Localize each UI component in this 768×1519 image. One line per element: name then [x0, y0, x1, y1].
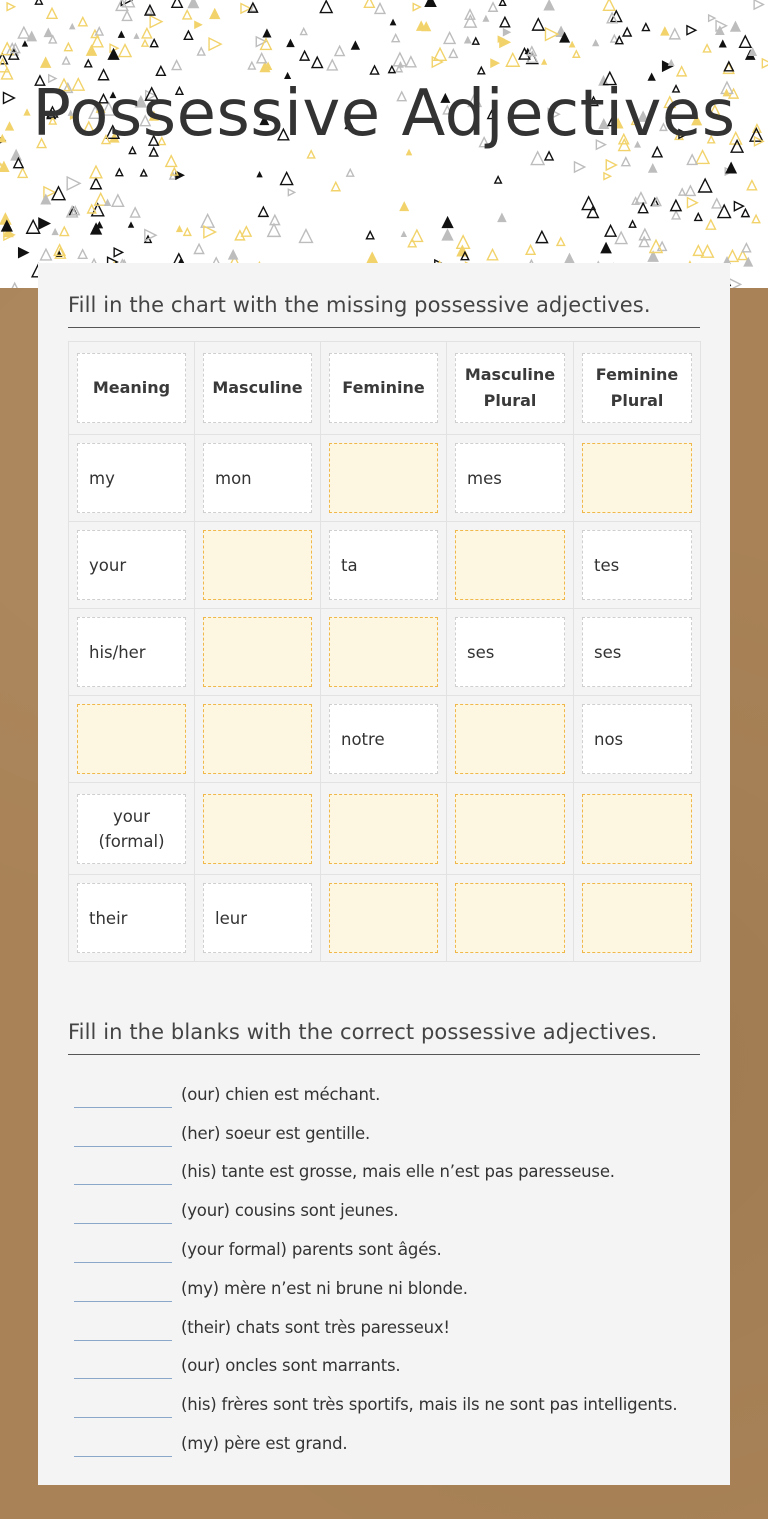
triangle-shape: [729, 279, 740, 288]
triangle-shape: [151, 39, 158, 46]
triangle-shape: [370, 66, 378, 74]
triangle-shape: [112, 195, 123, 206]
triangle-shape: [441, 216, 453, 228]
chart-row: [69, 522, 701, 609]
chart-cell: [574, 696, 701, 783]
chart-row: [69, 696, 701, 783]
triangle-shape: [693, 246, 703, 256]
triangle-shape: [85, 60, 92, 67]
triangle-shape: [526, 245, 535, 254]
triangle-shape: [35, 0, 42, 4]
triangle-shape: [119, 45, 131, 57]
blank-item: [74, 1379, 714, 1418]
triangle-shape: [687, 155, 697, 165]
triangle-shape: [308, 151, 315, 158]
triangle-shape: [262, 28, 271, 37]
triangle-shape: [351, 40, 360, 49]
given-answer: ses: [582, 617, 692, 687]
triangle-shape: [687, 198, 697, 208]
chart-cell: [69, 435, 195, 522]
triangle-shape: [312, 57, 322, 67]
triangle-shape: [696, 151, 709, 164]
meaning-cell: their: [77, 883, 186, 953]
triangle-shape: [752, 215, 759, 222]
sentence-text: (my) mère n’est ni brune ni blonde.: [181, 1278, 468, 1298]
triangle-shape: [259, 207, 268, 216]
triangle-shape: [719, 39, 727, 47]
triangle-shape: [300, 51, 309, 60]
triangle-shape: [44, 28, 54, 38]
blanks-list: [74, 1069, 714, 1457]
triangle-shape: [194, 244, 203, 253]
triangle-shape: [270, 215, 279, 224]
triangle-shape: [622, 158, 630, 166]
triangle-shape: [183, 10, 191, 18]
blanks-instructions: Fill in the blanks with the correct possessive adjectives.: [68, 1020, 700, 1055]
blank-item: [74, 1418, 714, 1457]
chart-row: [69, 783, 701, 875]
triangle-shape: [754, 0, 763, 9]
triangle-shape: [63, 57, 70, 64]
triangle-shape: [78, 250, 87, 259]
triangle-shape: [122, 11, 131, 20]
triangle-shape: [401, 231, 407, 237]
triangle-shape: [198, 48, 205, 55]
triangle-shape: [672, 211, 680, 219]
triangle-shape: [499, 36, 511, 48]
triangle-shape: [300, 230, 313, 243]
chart-cell: [195, 609, 321, 696]
triangle-shape: [172, 0, 182, 7]
answer-box[interactable]: [455, 704, 565, 774]
triangle-shape: [424, 0, 437, 7]
triangle-shape: [604, 173, 611, 180]
blank-item: [74, 1108, 714, 1147]
triangle-shape: [171, 168, 178, 175]
triangle-shape: [184, 228, 191, 235]
triangle-shape: [603, 0, 614, 10]
triangle-shape: [12, 283, 18, 288]
chart-cell: [69, 696, 195, 783]
triangle-shape: [557, 238, 565, 246]
answer-blank[interactable]: [74, 1084, 172, 1108]
answer-box[interactable]: [329, 443, 438, 513]
triangle-shape: [141, 170, 147, 176]
answer-blank[interactable]: [74, 1239, 172, 1263]
triangle-shape: [441, 228, 453, 240]
triangle-shape: [495, 177, 502, 184]
triangle-shape: [500, 17, 509, 26]
chart-cell: [574, 609, 701, 696]
triangle-shape: [166, 156, 177, 167]
answer-blank[interactable]: [74, 1161, 172, 1185]
triangle-shape: [301, 28, 307, 34]
sentence-text: (your formal) parents sont âgés.: [181, 1239, 442, 1259]
triangle-shape: [670, 29, 680, 39]
column-header: Masculine: [203, 353, 312, 423]
triangle-shape: [629, 221, 635, 227]
chart-cell: [447, 609, 574, 696]
meaning-cell: your: [77, 530, 186, 600]
worksheet: [38, 263, 730, 1485]
triangle-shape: [500, 0, 506, 5]
answer-blank[interactable]: [74, 1317, 172, 1341]
triangle-shape: [156, 66, 165, 75]
triangle-shape: [623, 28, 631, 36]
given-answer: ta: [329, 530, 438, 600]
triangle-shape: [543, 0, 555, 11]
blank-item: [74, 1263, 714, 1302]
given-answer: nos: [582, 704, 692, 774]
triangle-shape: [742, 244, 750, 252]
triangle-shape: [541, 58, 547, 64]
triangle-shape: [677, 67, 686, 76]
triangle-shape: [347, 169, 354, 176]
triangle-shape: [712, 199, 721, 208]
triangle-shape: [114, 248, 122, 256]
triangle-shape: [118, 30, 125, 37]
triangle-shape: [41, 249, 52, 260]
answer-box[interactable]: [203, 530, 312, 600]
chart-cell: [69, 522, 195, 609]
triangle-shape: [18, 168, 27, 177]
triangle-shape: [281, 172, 293, 184]
chart-header-row: [69, 342, 701, 435]
given-answer: leur: [203, 883, 312, 953]
answer-box[interactable]: [582, 883, 692, 953]
triangle-shape: [706, 220, 715, 229]
given-answer: mes: [455, 443, 565, 513]
triangle-shape: [320, 1, 332, 13]
chart-cell: [195, 696, 321, 783]
answer-box[interactable]: [455, 530, 565, 600]
meaning-cell: my: [77, 443, 186, 513]
triangle-shape: [742, 209, 749, 216]
chart-cell: [321, 875, 447, 962]
sentence-text: (our) oncles sont marrants.: [181, 1356, 401, 1376]
chart-cell: [195, 783, 321, 875]
triangle-shape: [489, 3, 497, 11]
triangle-shape: [573, 51, 579, 57]
triangle-shape: [286, 39, 295, 48]
triangle-shape: [679, 189, 685, 195]
sentence-text: (his) tante est grosse, mais elle n’est pas paresseuse.: [181, 1162, 615, 1182]
triangle-shape: [248, 62, 255, 69]
triangle-shape: [449, 49, 457, 57]
triangle-shape: [389, 66, 395, 72]
triangle-shape: [730, 21, 741, 32]
triangle-shape: [335, 46, 344, 55]
triangle-shape: [18, 247, 30, 259]
triangle-shape: [375, 3, 385, 13]
chart-cell: [195, 875, 321, 962]
triangle-shape: [718, 205, 731, 218]
chart-cell: [574, 522, 701, 609]
chart-row: [69, 875, 701, 962]
meaning-cell: his/her: [77, 617, 186, 687]
triangle-shape: [184, 31, 192, 39]
triangle-shape: [487, 249, 497, 259]
header-banner: [0, 0, 768, 288]
column-header: Feminine Plural: [582, 353, 692, 423]
triangle-shape: [616, 37, 623, 44]
page-title: Possessive Adjectives: [32, 77, 736, 151]
column-header: Feminine: [329, 353, 438, 423]
triangle-shape: [187, 0, 199, 8]
triangle-shape: [91, 178, 102, 189]
given-answer: notre: [329, 704, 438, 774]
answer-box[interactable]: [203, 704, 312, 774]
triangle-shape: [142, 40, 148, 46]
chart-header-cell: [195, 342, 321, 435]
triangle-shape: [605, 225, 616, 236]
triangle-shape: [366, 231, 373, 238]
triangle-shape: [600, 242, 612, 254]
chart-cell: [574, 783, 701, 875]
answer-box[interactable]: [329, 794, 438, 864]
chart-cell: [321, 522, 447, 609]
triangle-shape: [242, 227, 251, 236]
triangle-shape: [734, 202, 743, 211]
answer-blank[interactable]: [74, 1123, 172, 1147]
triangle-shape: [79, 17, 87, 25]
triangle-shape: [96, 28, 103, 35]
column-header: Meaning: [77, 353, 186, 423]
triangle-shape: [38, 217, 51, 230]
triangle-shape: [569, 41, 576, 48]
triangle-shape: [686, 186, 695, 195]
blank-item: [74, 1185, 714, 1224]
triangle-shape: [703, 45, 710, 52]
triangle-shape: [288, 189, 294, 195]
blank-item: [74, 1224, 714, 1263]
answer-blank[interactable]: [74, 1394, 172, 1418]
triangle-shape: [107, 48, 119, 60]
triangle-shape: [490, 58, 500, 68]
column-header: Masculine Plural: [455, 353, 565, 423]
triangle-shape: [268, 224, 280, 236]
answer-blank[interactable]: [74, 1433, 172, 1457]
triangle-shape: [709, 15, 715, 21]
triangle-shape: [671, 200, 681, 210]
triangle-shape: [648, 163, 658, 173]
given-answer: mon: [203, 443, 312, 513]
triangle-shape: [695, 213, 702, 220]
triangle-shape: [482, 15, 489, 22]
chart-cell: [321, 696, 447, 783]
triangle-shape: [536, 231, 547, 242]
triangle-shape: [660, 26, 669, 35]
triangle-shape: [444, 32, 455, 43]
chart-cell: [321, 783, 447, 875]
triangle-shape: [69, 23, 76, 30]
chart-header-cell: [321, 342, 447, 435]
triangle-shape: [364, 0, 374, 7]
chart-cell: [69, 875, 195, 962]
triangle-shape: [131, 208, 140, 217]
triangle-shape: [533, 19, 544, 30]
triangle-shape: [545, 28, 557, 40]
triangle-shape: [176, 225, 183, 232]
triangle-shape: [65, 43, 72, 50]
chart-cell: [69, 783, 195, 875]
triangle-shape: [725, 162, 737, 174]
chart-cell: [447, 875, 574, 962]
sentence-text: (our) chien est méchant.: [181, 1084, 381, 1104]
answer-box[interactable]: [77, 704, 186, 774]
chart-instructions: Fill in the chart with the missing possessive adjectives.: [68, 293, 700, 328]
triangle-shape: [724, 62, 733, 71]
chart-cell: [69, 609, 195, 696]
chart-cell: [447, 435, 574, 522]
answer-blank[interactable]: [74, 1355, 172, 1379]
triangle-shape: [545, 152, 553, 160]
blank-item: [74, 1302, 714, 1341]
triangle-shape: [60, 227, 68, 235]
answer-blank[interactable]: [74, 1278, 172, 1302]
sentence-text: (her) soeur est gentille.: [181, 1123, 371, 1143]
blank-item: [74, 1341, 714, 1380]
possessive-chart: [68, 341, 701, 962]
triangle-shape: [699, 179, 712, 192]
answer-box[interactable]: [455, 883, 565, 953]
sentence-text: (your) cousins sont jeunes.: [181, 1201, 399, 1221]
triangle-shape: [399, 201, 409, 211]
triangle-shape: [503, 28, 511, 36]
given-answer: tes: [582, 530, 692, 600]
triangle-shape: [642, 24, 649, 31]
triangle-shape: [592, 39, 599, 46]
chart-row: [69, 435, 701, 522]
answer-box[interactable]: [329, 617, 438, 687]
triangle-shape: [406, 57, 416, 67]
blank-item: [74, 1147, 714, 1186]
chart-header-cell: [574, 342, 701, 435]
answer-box[interactable]: [203, 617, 312, 687]
answer-blank[interactable]: [74, 1200, 172, 1224]
triangle-shape: [747, 181, 756, 190]
triangle-shape: [506, 53, 519, 66]
triangle-shape: [257, 53, 266, 62]
triangle-shape: [142, 28, 151, 37]
chart-cell: [195, 435, 321, 522]
triangle-shape: [209, 8, 220, 19]
answer-box[interactable]: [582, 794, 692, 864]
answer-box[interactable]: [203, 794, 312, 864]
triangle-shape: [740, 36, 751, 47]
triangle-shape: [397, 61, 404, 68]
answer-box[interactable]: [582, 443, 692, 513]
triangle-shape: [413, 4, 420, 11]
triangle-shape: [574, 162, 584, 172]
triangle-shape: [67, 177, 80, 190]
triangle-shape: [762, 59, 768, 68]
chart-cell: [195, 522, 321, 609]
triangle-shape: [256, 171, 262, 177]
triangle-shape: [587, 207, 598, 218]
chart-header-cell: [69, 342, 195, 435]
triangle-shape: [90, 166, 102, 178]
triangle-shape: [668, 59, 675, 66]
chart-cell: [574, 875, 701, 962]
triangle-shape: [531, 152, 544, 165]
triangle-shape: [392, 34, 399, 41]
triangle-shape: [95, 193, 107, 205]
triangle-shape: [7, 3, 15, 11]
triangle-shape: [172, 61, 181, 70]
triangle-shape: [332, 182, 340, 190]
sentence-text: (his) frères sont très sportifs, mais ils ne sont pas intelligents.: [181, 1395, 678, 1415]
triangle-shape: [432, 57, 442, 67]
triangle-shape: [27, 220, 40, 233]
triangle-shape: [478, 67, 485, 74]
triangle-shape: [687, 26, 696, 35]
chart-row: [69, 609, 701, 696]
sentence-text: (their) chats sont très paresseux!: [181, 1317, 450, 1337]
triangle-shape: [473, 38, 479, 44]
triangle-shape: [116, 169, 123, 176]
triangle-shape: [18, 27, 29, 38]
meaning-cell: your (formal): [77, 794, 186, 864]
answer-box[interactable]: [455, 794, 565, 864]
triangle-shape: [51, 228, 58, 235]
triangle-shape: [201, 214, 214, 227]
triangle-shape: [464, 36, 472, 44]
chart-cell: [321, 435, 447, 522]
triangle-shape: [228, 249, 239, 260]
chart-cell: [447, 522, 574, 609]
chart-cell: [447, 696, 574, 783]
triangle-shape: [327, 60, 337, 70]
chart-header-cell: [447, 342, 574, 435]
triangle-shape: [639, 237, 648, 246]
triangle-shape: [40, 56, 51, 67]
chart-cell: [574, 435, 701, 522]
answer-box[interactable]: [329, 883, 438, 953]
triangle-shape: [606, 160, 616, 170]
triangle-shape: [615, 232, 627, 244]
triangle-shape: [390, 19, 397, 26]
triangle-shape: [743, 257, 753, 267]
triangle-shape: [47, 8, 57, 18]
sentence-text: (my) père est grand.: [181, 1433, 348, 1453]
triangle-shape: [194, 20, 203, 29]
triangle-shape: [497, 213, 507, 223]
triangle-shape: [209, 38, 221, 50]
triangle-shape: [128, 221, 134, 227]
chart-cell: [447, 783, 574, 875]
triangle-shape: [150, 16, 162, 28]
chart-cell: [321, 609, 447, 696]
triangle-shape: [133, 33, 139, 39]
triangle-shape: [10, 149, 22, 161]
blank-item: [74, 1069, 714, 1108]
given-answer: ses: [455, 617, 565, 687]
